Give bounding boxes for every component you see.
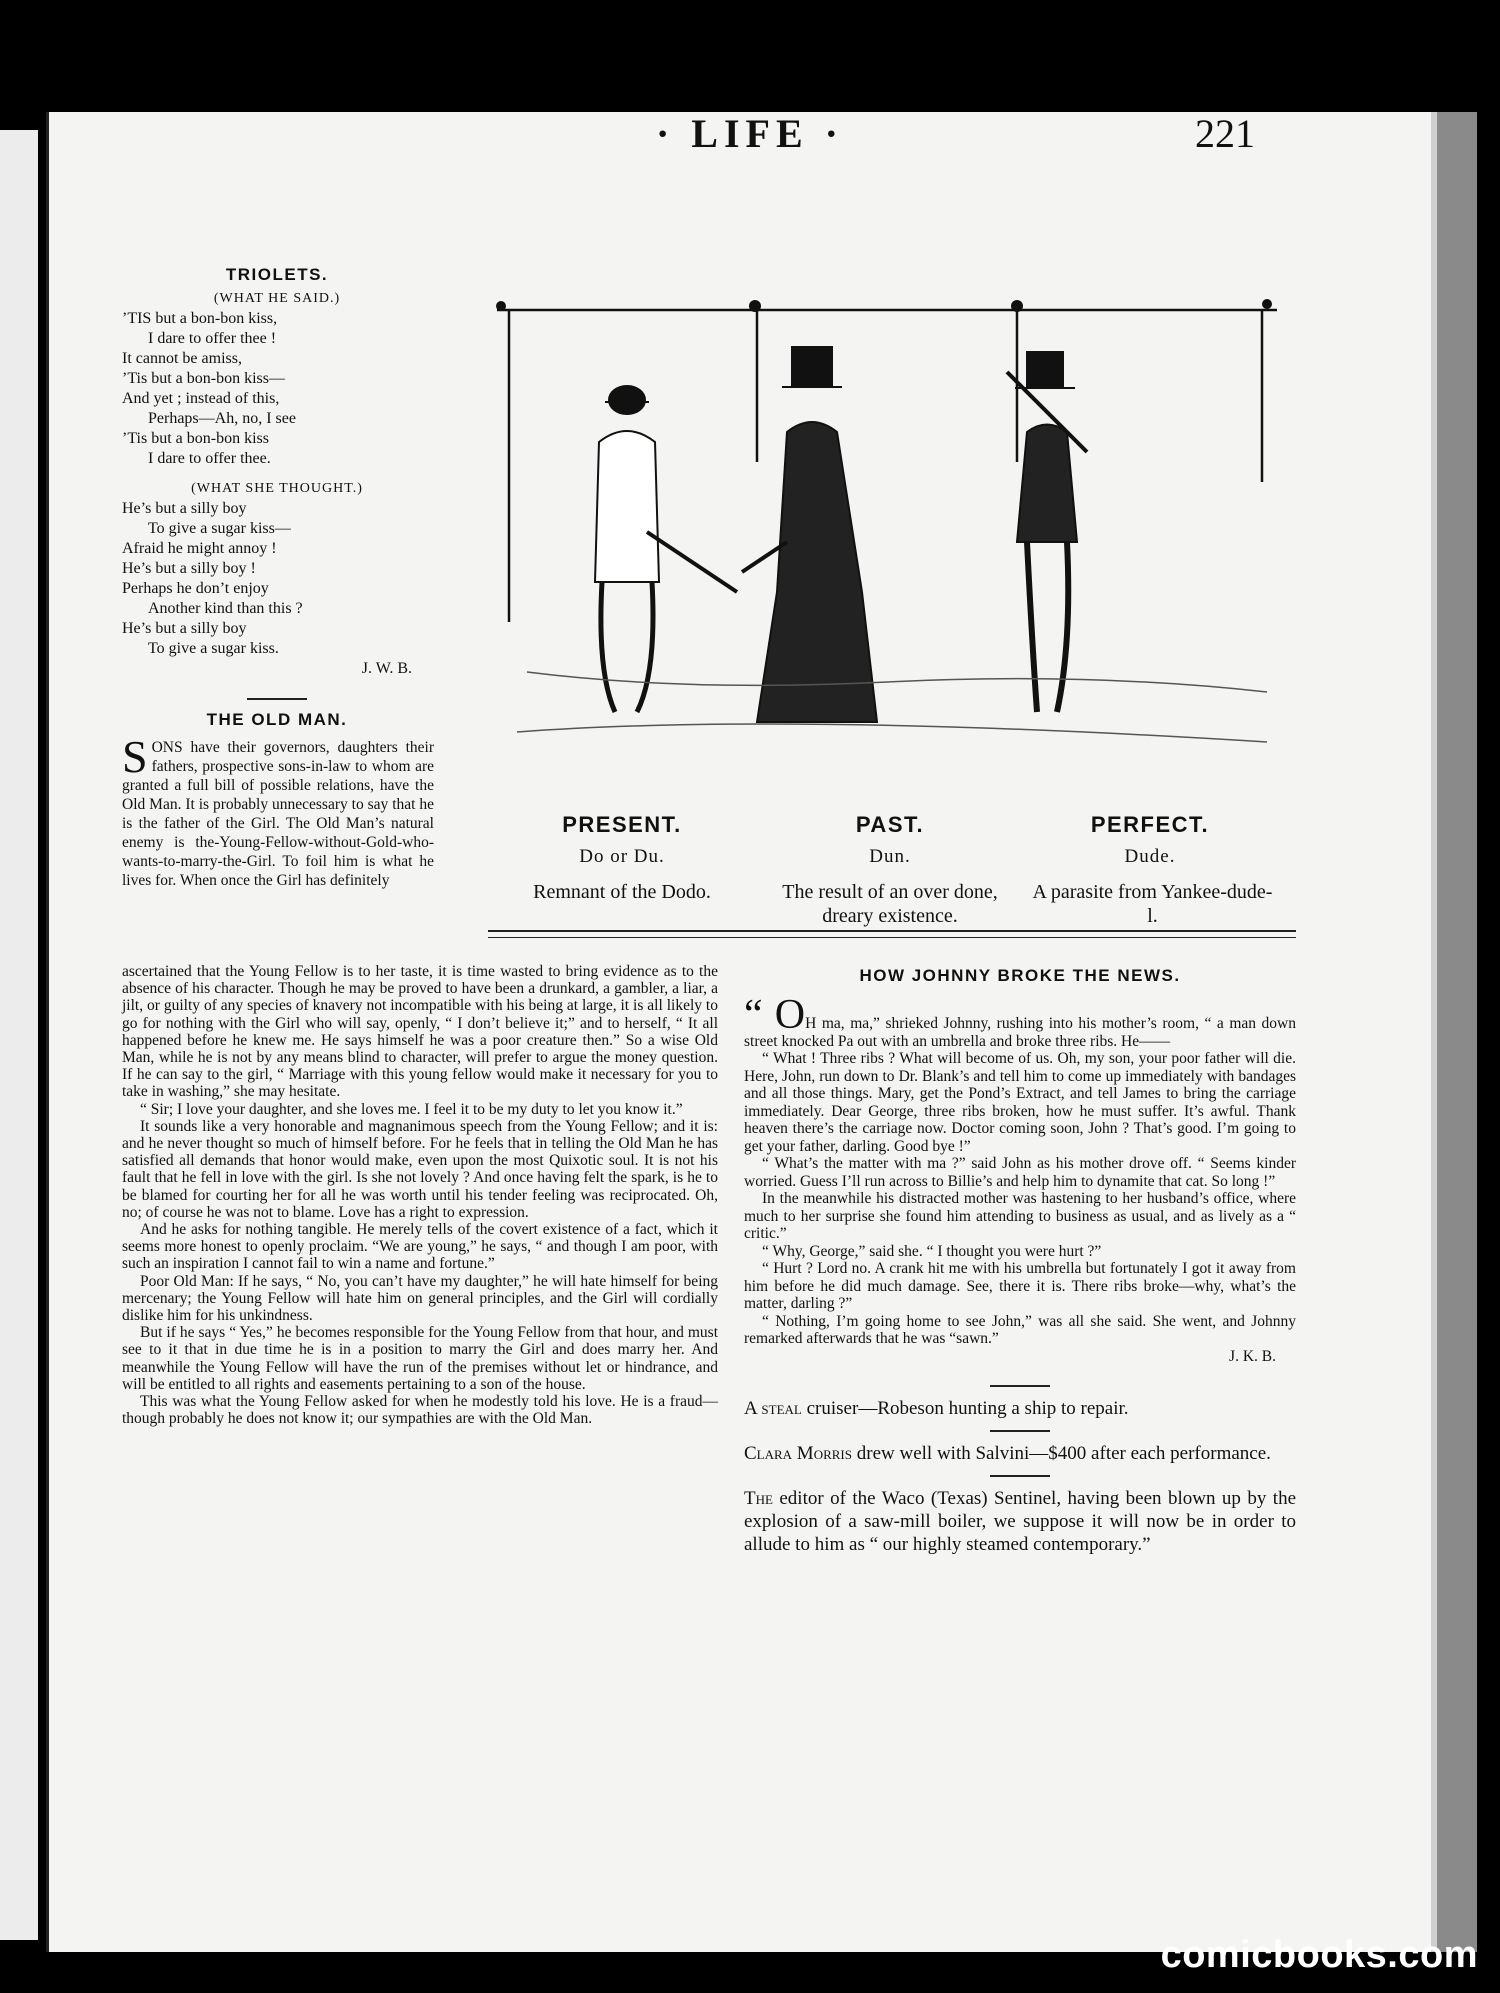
old-man-paragraph: And he asks for nothing tangible. He merely tells of the covert existence of a fact, which it seems more honest to openly proclaim. “We are young,” he says, “ and though I am poor, with such an inspiration I cannot fail to win a name and fortune.” [122,1221,718,1273]
cartoon-illustration [487,292,1287,762]
poem-line: He’s but a silly boy ! [122,560,256,577]
masthead-title: · LIFE · [655,111,845,156]
poem-line: ’Tis but a bon-bon kiss— [122,370,285,387]
she-thought-heading: (WHAT SHE THOUGHT.) [191,481,363,496]
caption-present-heading: PRESENT. [562,812,682,837]
poem-line: I dare to offer thee ! [148,330,277,347]
caption-perfect-desc: A parasite from Yankee-dude-l. [1032,881,1273,927]
paragraph-text: cruiser—Robeson hunting a ship to repair. [801,1398,1129,1419]
page-edge [1431,112,1477,1952]
johnny-paragraph: In the meanwhile his distracted mother was hastening to her husband’s office, where much to her surprise she found him attending to business as usual, and as lively as a “ critic.” [744,1190,1296,1242]
poem-line: He’s but a silly boy [122,620,247,637]
perfect-figure [1007,352,1087,712]
present-figure [595,386,737,712]
old-man-lead-text: ONS have their governors, daughters their fathers, prospective sons-in-law to whom are granted a full bill of possible relations, have the Old Man. It is probably unnecessary to say that he is the father of the Girl. The Old Man’s natural enemy is the-Young-Fellow-without-Gold-who-wants-to-marry-the-Girl. To foil him is what he lives for. When once the Girl has definitely [122,739,434,889]
old-man-paragraph: ascertained that the Young Fellow is to her taste, it is time wasted to bring evidence as to the absence of his character. Though he may be proved to have been a drunkard, a gambler, a liar, a jilt, or guilty of any species of knavery not incompatible with his being at large, it is all likely to go for nothing with the Girl who will say, openly, “ I don’t believe it;” and to herself, “ It all happened before he knew me. He says himself he was a poor creature then.” So a wise Old Man, while he is not by any means blind to character, will prefer to argue the money question. If he can say to the girl, “ Marriage with this young fellow would make it necessary for you to take in washing,” she may hesitate. [122,963,718,1101]
page-number: 221 [1195,111,1255,156]
steal-cruiser-paragraph [744,1397,1296,1420]
caption-past-desc: The result of an over done, dreary existence. [782,881,998,927]
poem-line: To give a sugar kiss. [148,640,279,657]
johnny-signature: J. K. B. [1229,1347,1276,1365]
he-said-stanza [122,309,432,469]
waco-sentinel-paragraph [744,1487,1296,1556]
johnny-paragraphs [744,1050,1296,1348]
divider [247,698,307,700]
past-figure [742,347,877,722]
triolets-poem [122,150,432,679]
poem-line: He’s but a silly boy [122,500,247,517]
drop-cap: “ O [744,992,806,1038]
triolets-signature: J. W. B. [361,660,412,677]
poem-line: And yet ; instead of this, [122,390,280,407]
johnny-first-paragraph [744,992,1296,1050]
johnny-first-text: H ma, ma,” shrieked Johnny, rushing into his mother’s room, “ a man down street knocked Pa out with an umbrella and broke three ribs. He—— [744,1015,1296,1050]
paragraph-text: editor of the Waco (Texas) Sentinel, having been blown up by the explosion of a saw-mill boiler, we suppose it will now be in order to allude to him as “ our highly steamed contemporary.” [744,1488,1296,1555]
drop-cap: S [122,731,148,782]
old-man-paragraph: “ Sir; I love your daughter, and she loves me. I feel it to be my duty to let you know it.” [140,1100,683,1118]
paragraph-lead: Clara Morris [744,1443,852,1464]
poem-line: Perhaps he don’t enjoy [122,580,269,597]
old-man-paragraph: Poor Old Man: If he says, “ No, you can’t have my daughter,” he will hate himself for being mercenary; the Young Fellow will hate him on general principles, and the Girl will cordially dislike him for his unkindness. [122,1272,718,1325]
caption-present-desc: Remnant of the Dodo. [533,881,711,903]
old-man-paragraph: It sounds like a very honorable and magnanimous speech from the Young Fellow; and it is: and he never thought so much of himself before. For he feels that in telling the Old Man he has satisfied all demands that honor would make, even upon the most Quixotic soul. It is not his fault that he fell in love with the girl. Is she not lovely ? And once having felt the spark, is he to be blamed for courting her for all he was worth until his tender feeling was reciprocated. Oh, no; of course he was not to blame. Love has a right to expression. [122,1117,718,1221]
johnny-story [744,992,1296,1365]
double-rule [488,930,1296,938]
johnny-paragraph: “ Why, George,” said she. “ I thought you were hurt ?” [762,1242,1102,1260]
caption-present-sub: Do or Du. [579,846,665,867]
clara-morris-paragraph [744,1442,1296,1465]
she-thought-stanza [122,499,432,659]
triolets-title: TRIOLETS. [225,265,329,284]
poem-line: Another kind than this ? [148,600,303,617]
paragraph-text: drew well with Salvini—$400 after each performance. [852,1443,1271,1464]
caption-past-sub: Dun. [869,846,911,867]
poem-line: I dare to offer thee. [148,450,271,467]
right-column [744,966,1296,1556]
old-man-body [122,963,718,1427]
divider [990,1430,1050,1432]
johnny-paragraph: “ What ! Three ribs ? What will become of us. Oh, my son, your poor father will die. Here, John, run down to Dr. Blank’s and tell him to come up immediately with bandages and all those things. Mary, get the Pond’s Extract, and tell James to bring the carriage immediately. Dear George, three ribs broken, how he must suffer. It’s awful. Thank heaven there’s the carriage now. Doctor coming soon, John ? That’s good. I’m going to get your father, darling. Good bye !” [744,1050,1296,1155]
divider [990,1475,1050,1477]
johnny-paragraph: “ What’s the matter with ma ?” said John as his mother drove off. “ Seems kinder worried. Guess I’ll run across to Billie’s and help him to dynamite that cat. So long !” [744,1155,1296,1190]
old-man-title: THE OLD MAN. [206,710,348,729]
old-man-paragraph: This was what the Young Fellow asked for when he modestly told his love. He is a fraud—though probably he does not know it; our sympathies are with the Old Man. [122,1393,718,1428]
old-man-lead [122,731,434,890]
johnny-paragraph: “ Hurt ? Lord no. A crank hit me with his umbrella but fortunately I got it away from him before he did much damage. See, there it is. There ribs broke—why, what’s the matter, darling ?” [744,1260,1296,1312]
caption-past-heading: PAST. [855,812,925,837]
poem-line: Afraid he might annoy ! [122,540,277,557]
paragraph-lead: The [744,1488,773,1509]
johnny-title: HOW JOHNNY BROKE THE NEWS. [859,966,1181,985]
poem-line: To give a sugar kiss— [148,520,291,537]
watermark: comicbooks.com [1160,1934,1478,1976]
poem-line: Perhaps—Ah, no, I see [148,410,296,427]
old-man-paragraph: But if he says “ Yes,” he becomes responsible for the Young Fellow from that hour, and must see to it that in due time he is in a position to marry the Girl and does marry her. And meanwhile the Young Fellow will have the run of the premises without let or hindrance, and will be entitled to all rights and easements pertaining to a son of the house. [122,1324,718,1393]
caption-perfect-sub: Dude. [1124,846,1176,867]
poem-line: It cannot be amiss, [122,350,242,367]
paragraph-lead: A steal [744,1398,802,1419]
old-man-heading-block [122,688,432,730]
caption-perfect-heading: PERFECT. [1090,812,1210,837]
facing-page-edge [0,130,38,1940]
poem-line: ’Tis but a bon-bon kiss [122,430,269,447]
he-said-heading: (WHAT HE SAID.) [213,291,341,306]
johnny-paragraph: “ Nothing, I’m going home to see John,” was all she said. She went, and Johnny remarked afterwards that he was “sawn.” [744,1312,1296,1347]
poem-line: ’TIS but a bon-bon kiss, [122,310,278,327]
divider [990,1385,1050,1387]
